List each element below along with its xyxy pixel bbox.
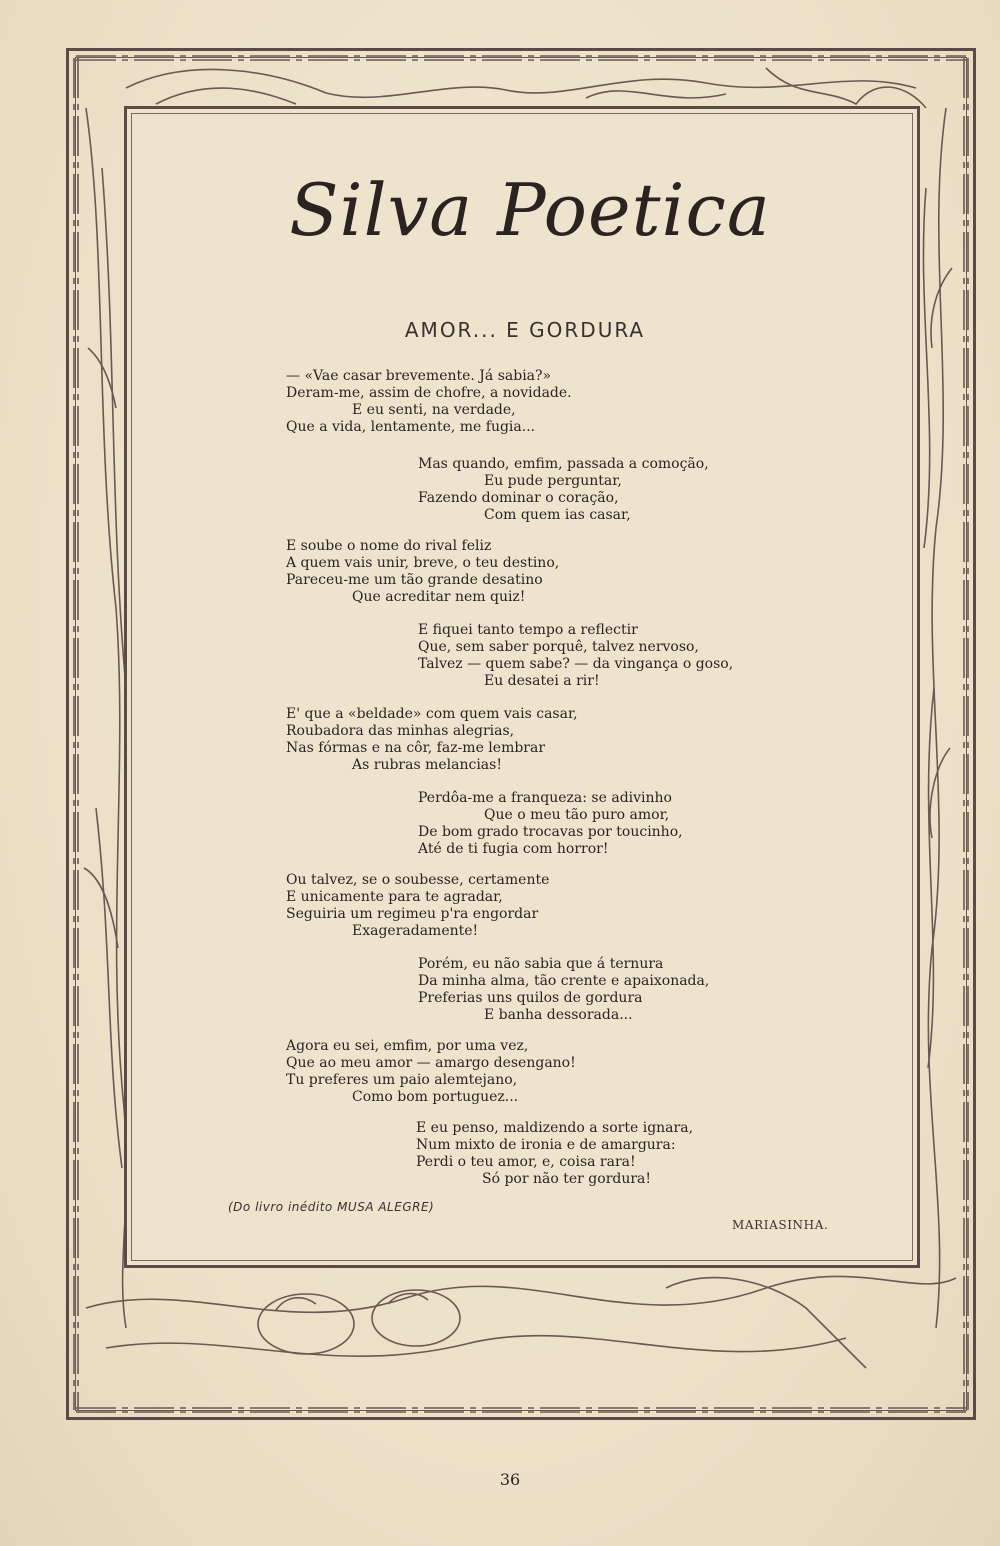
poem-line: Eu pude perguntar, bbox=[484, 473, 622, 489]
poem-line: Perdi o teu amor, e, coisa rara! bbox=[416, 1154, 636, 1170]
poem-line: E unicamente para te agradar, bbox=[286, 889, 503, 905]
poem-line: Nas fórmas e na côr, faz-me lembrar bbox=[286, 740, 546, 756]
poem-line: Que acreditar nem quiz! bbox=[352, 589, 526, 605]
poem-line: E soube o nome do rival feliz bbox=[286, 538, 492, 554]
poem-line: As rubras melancias! bbox=[352, 757, 502, 773]
stanza-2 bbox=[418, 456, 709, 524]
stanza-5 bbox=[286, 706, 578, 774]
poem-line: Num mixto de ironia e de amargura: bbox=[416, 1137, 676, 1153]
poem-line: Seguiria um regimeu p'ra engordar bbox=[286, 906, 539, 922]
stanza-4 bbox=[418, 622, 733, 690]
poem-line: Até de ti fugia com horror! bbox=[418, 841, 609, 857]
author-signature: MARIASINHA. bbox=[732, 1218, 829, 1232]
poem-line: E fiquei tanto tempo a reflectir bbox=[418, 622, 638, 638]
section-heading: Silva Poetica bbox=[289, 168, 771, 252]
poem-line: Perdôa-me a franqueza: se adivinho bbox=[418, 790, 672, 806]
poem-line: Talvez — quem sabe? — da vingança o goso, bbox=[418, 656, 734, 672]
poem-line: Porém, eu não sabia que á ternura bbox=[418, 956, 664, 972]
poem-line: Que ao meu amor — amargo desengano! bbox=[286, 1055, 576, 1071]
stanza-1 bbox=[286, 368, 572, 436]
stanza-7 bbox=[286, 872, 549, 940]
poem-line: Preferias uns quilos de gordura bbox=[418, 990, 643, 1006]
poem-line: A quem vais unir, breve, o teu destino, bbox=[286, 555, 560, 571]
poem-line: Como bom portuguez... bbox=[352, 1089, 519, 1105]
poem-line: Exageradamente! bbox=[352, 923, 479, 939]
poem-line: Com quem ias casar, bbox=[484, 507, 631, 523]
stanza-6 bbox=[418, 790, 683, 858]
poem-line: De bom grado trocavas por toucinho, bbox=[418, 824, 683, 840]
poem-line: — «Vae casar brevemente. Já sabia?» bbox=[286, 368, 552, 384]
poem-line: Mas quando, emfim, passada a comoção, bbox=[418, 456, 709, 472]
poem-line: Deram-me, assim de chofre, a novidade. bbox=[286, 385, 572, 401]
poem-line: Só por não ter gordura! bbox=[482, 1171, 652, 1187]
stanza-10 bbox=[416, 1120, 693, 1188]
poem-line: Tu preferes um paio alemtejano, bbox=[286, 1072, 518, 1088]
poem-line: Ou talvez, se o soubesse, certamente bbox=[286, 872, 550, 888]
poem-line: E' que a «beldade» com quem vais casar, bbox=[286, 706, 578, 722]
poem-line: Agora eu sei, emfim, por uma vez, bbox=[286, 1038, 529, 1054]
poem-line: E eu senti, na verdade, bbox=[352, 402, 516, 418]
stanza-3 bbox=[286, 538, 559, 606]
poem-line: Pareceu-me um tão grande desatino bbox=[286, 572, 543, 588]
poem-line: Que a vida, lentamente, me fugia... bbox=[286, 419, 536, 435]
poem-line: Que, sem saber porquê, talvez nervoso, bbox=[418, 639, 699, 655]
poem-title: AMOR... E GORDURA bbox=[404, 318, 646, 342]
source-note: (Do livro inédito MUSA ALEGRE) bbox=[228, 1200, 435, 1214]
poem-line: E banha dessorada... bbox=[484, 1007, 633, 1023]
poem-line: Roubadora das minhas alegrias, bbox=[286, 723, 515, 739]
poem-line: Fazendo dominar o coração, bbox=[418, 490, 619, 506]
stanza-8 bbox=[418, 956, 709, 1024]
stanza-9 bbox=[286, 1038, 576, 1106]
poem-line: Eu desatei a rir! bbox=[484, 673, 600, 689]
poem-line: E eu penso, maldizendo a sorte ignara, bbox=[416, 1120, 694, 1136]
page-number: 36 bbox=[499, 1470, 521, 1489]
poem-line: Que o meu tão puro amor, bbox=[484, 807, 670, 823]
poem-line: Da minha alma, tão crente e apaixonada, bbox=[418, 973, 710, 989]
